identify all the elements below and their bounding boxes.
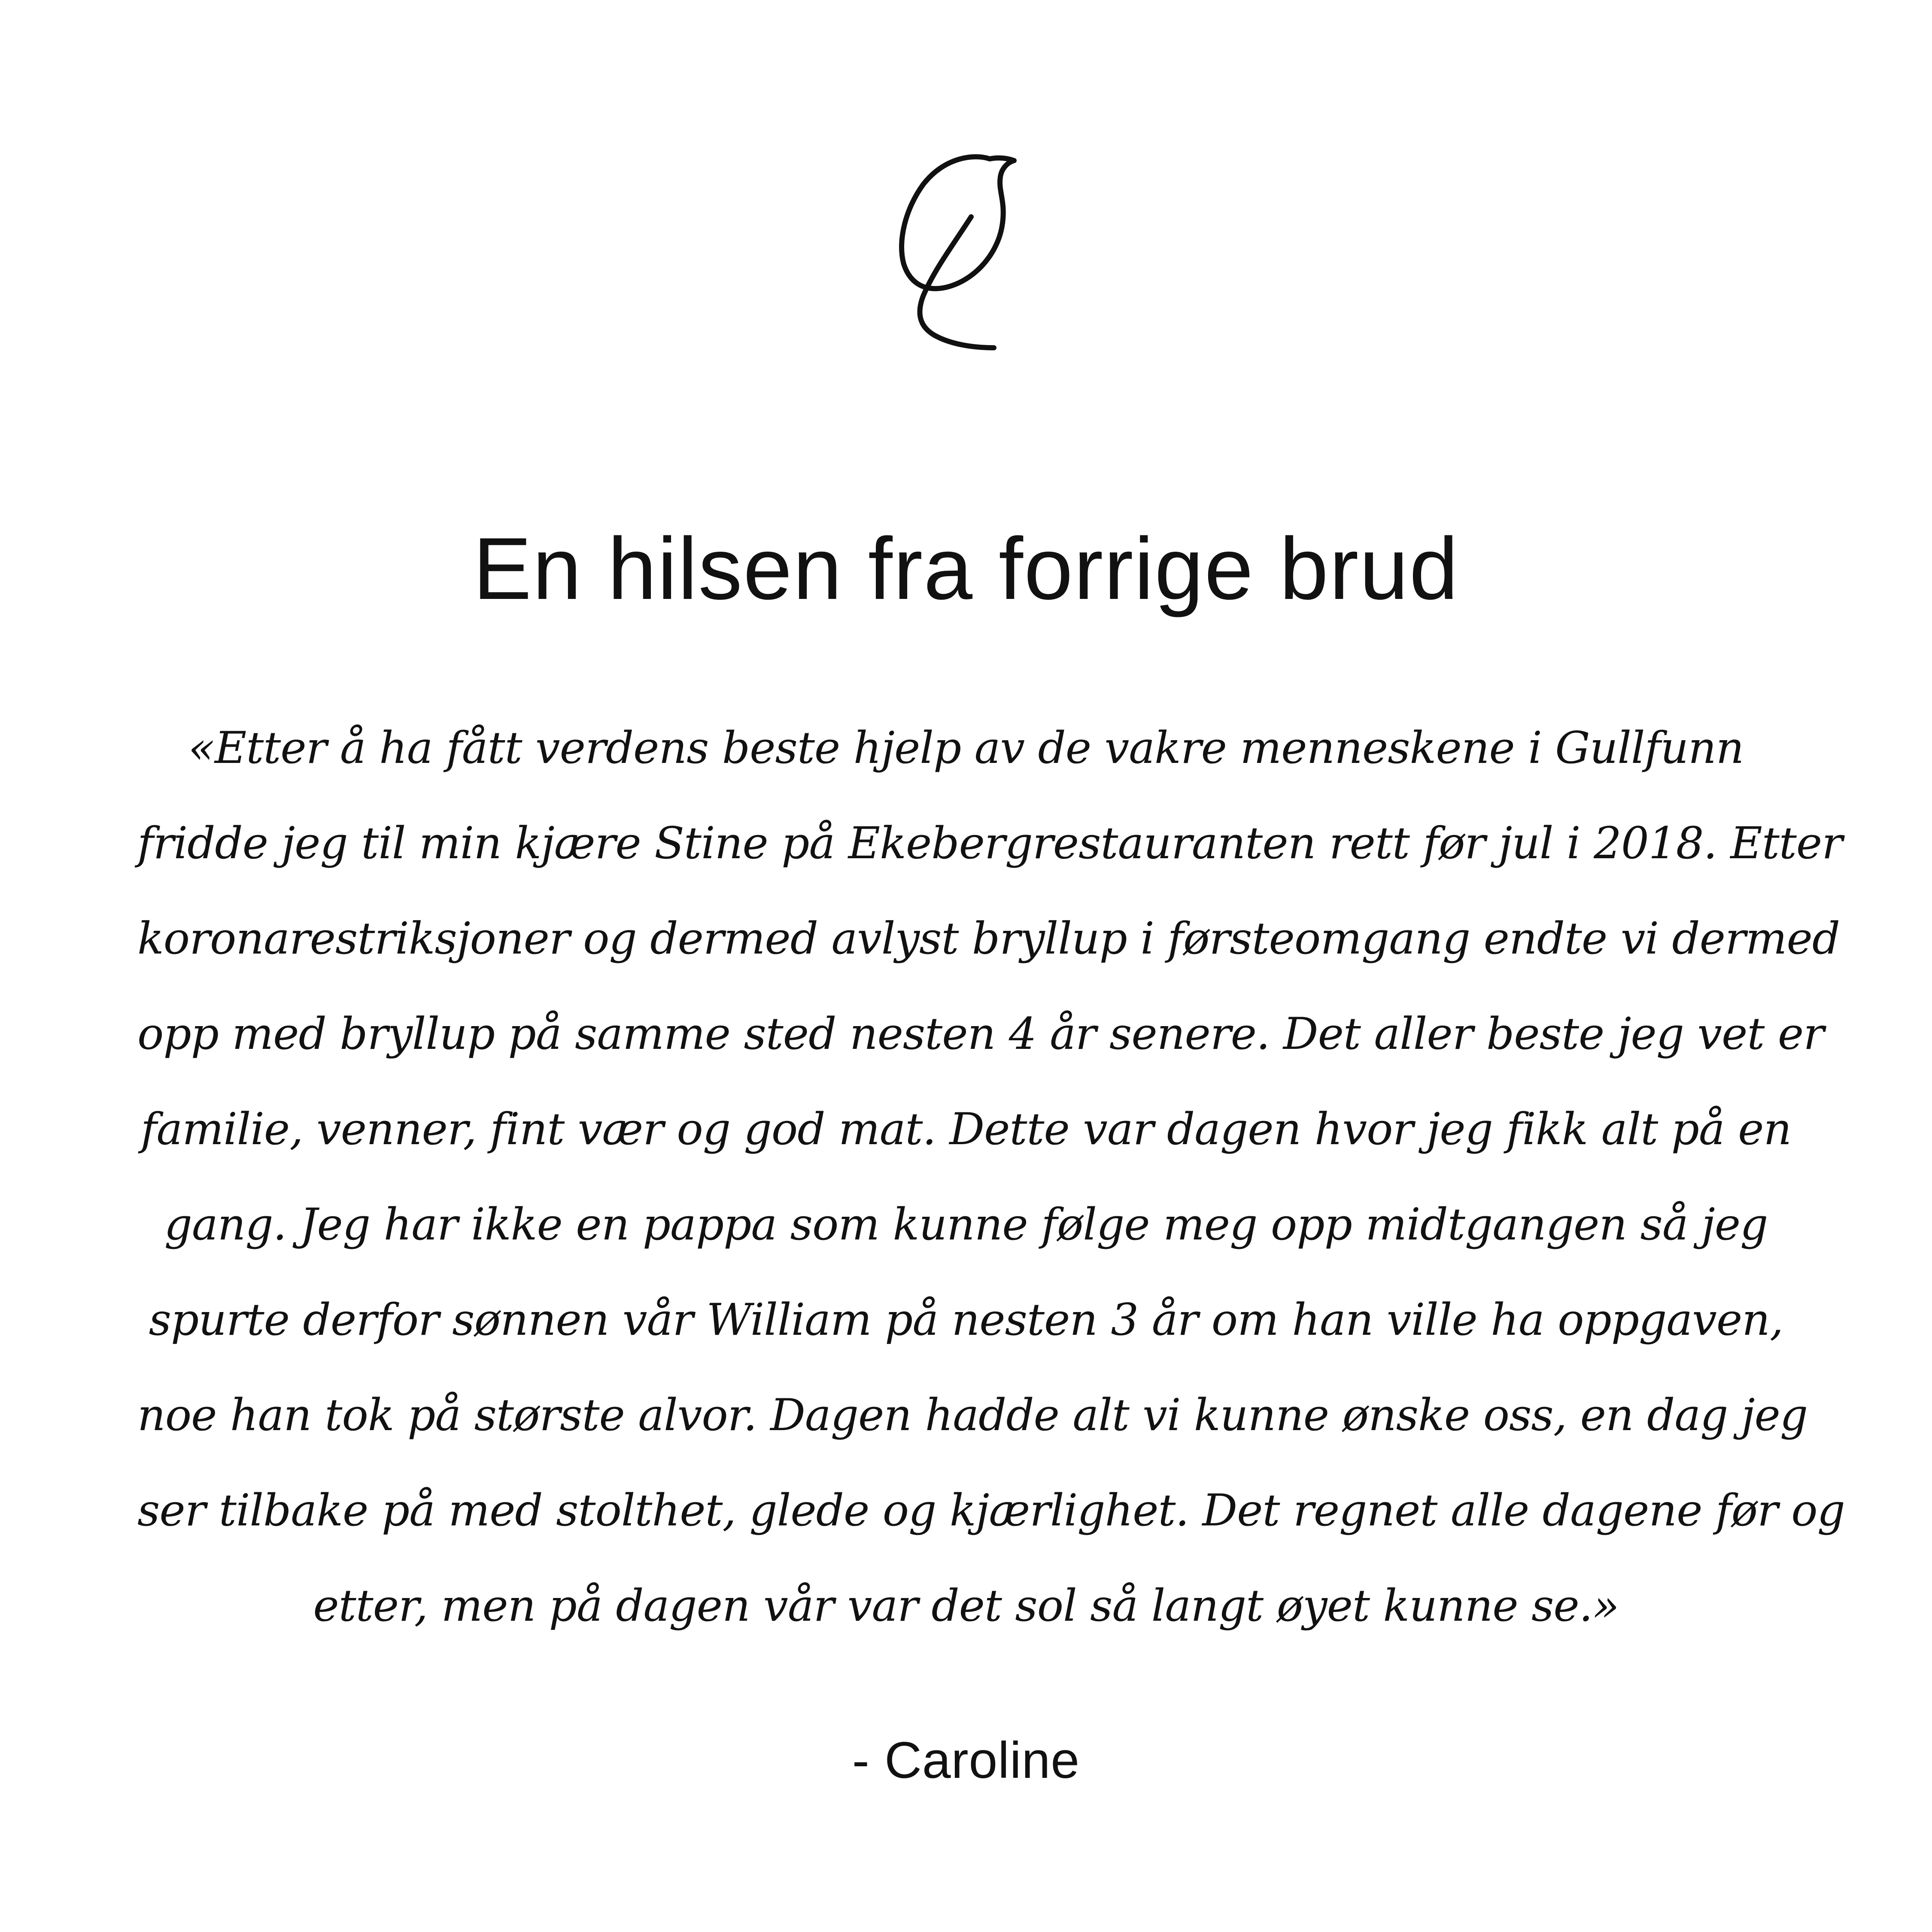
quote-line: noe han tok på største alvor. Dagen hadde alt vi kunne ønske oss, en dag jeg — [137, 1390, 1808, 1441]
quote-line: gang. Jeg har ikke en pappa som kunne følge meg opp midtgangen så jeg — [164, 1199, 1768, 1250]
quote-signature: - Caroline — [852, 1732, 1080, 1789]
leaf-icon — [876, 146, 1056, 361]
quote-line: etter, men på dagen vår var det sol så langt øyet kunne se.» — [313, 1580, 1619, 1631]
quote-line: ser tilbake på med stolthet, glede og kjærlighet. Det regnet alle dagene før og — [137, 1485, 1845, 1536]
page-title: En hilsen fra forrige brud — [473, 519, 1459, 618]
quote-line: «Etter å ha fått verdens beste hjelp av de vakre menneskene i Gullfunn — [188, 723, 1744, 774]
quote-line: koronarestriksjoner og dermed avlyst bryllup i førsteomgang endte vi dermed — [137, 913, 1840, 964]
quote-line: opp med bryllup på samme sted nesten 4 år senere. Det aller beste jeg vet er — [137, 1009, 1824, 1060]
testimonial-quote — [137, 716, 1845, 1661]
quote-line: spurte derfor sønnen vår William på nesten 3 år om han ville ha oppgaven, — [149, 1294, 1783, 1346]
quote-line: fridde jeg til min kjære Stine på Ekebergrestauranten rett før jul i 2018. Etter — [137, 818, 1842, 869]
quote-line: familie, venner, fint vær og god mat. Dette var dagen hvor jeg fikk alt på en — [140, 1104, 1792, 1155]
